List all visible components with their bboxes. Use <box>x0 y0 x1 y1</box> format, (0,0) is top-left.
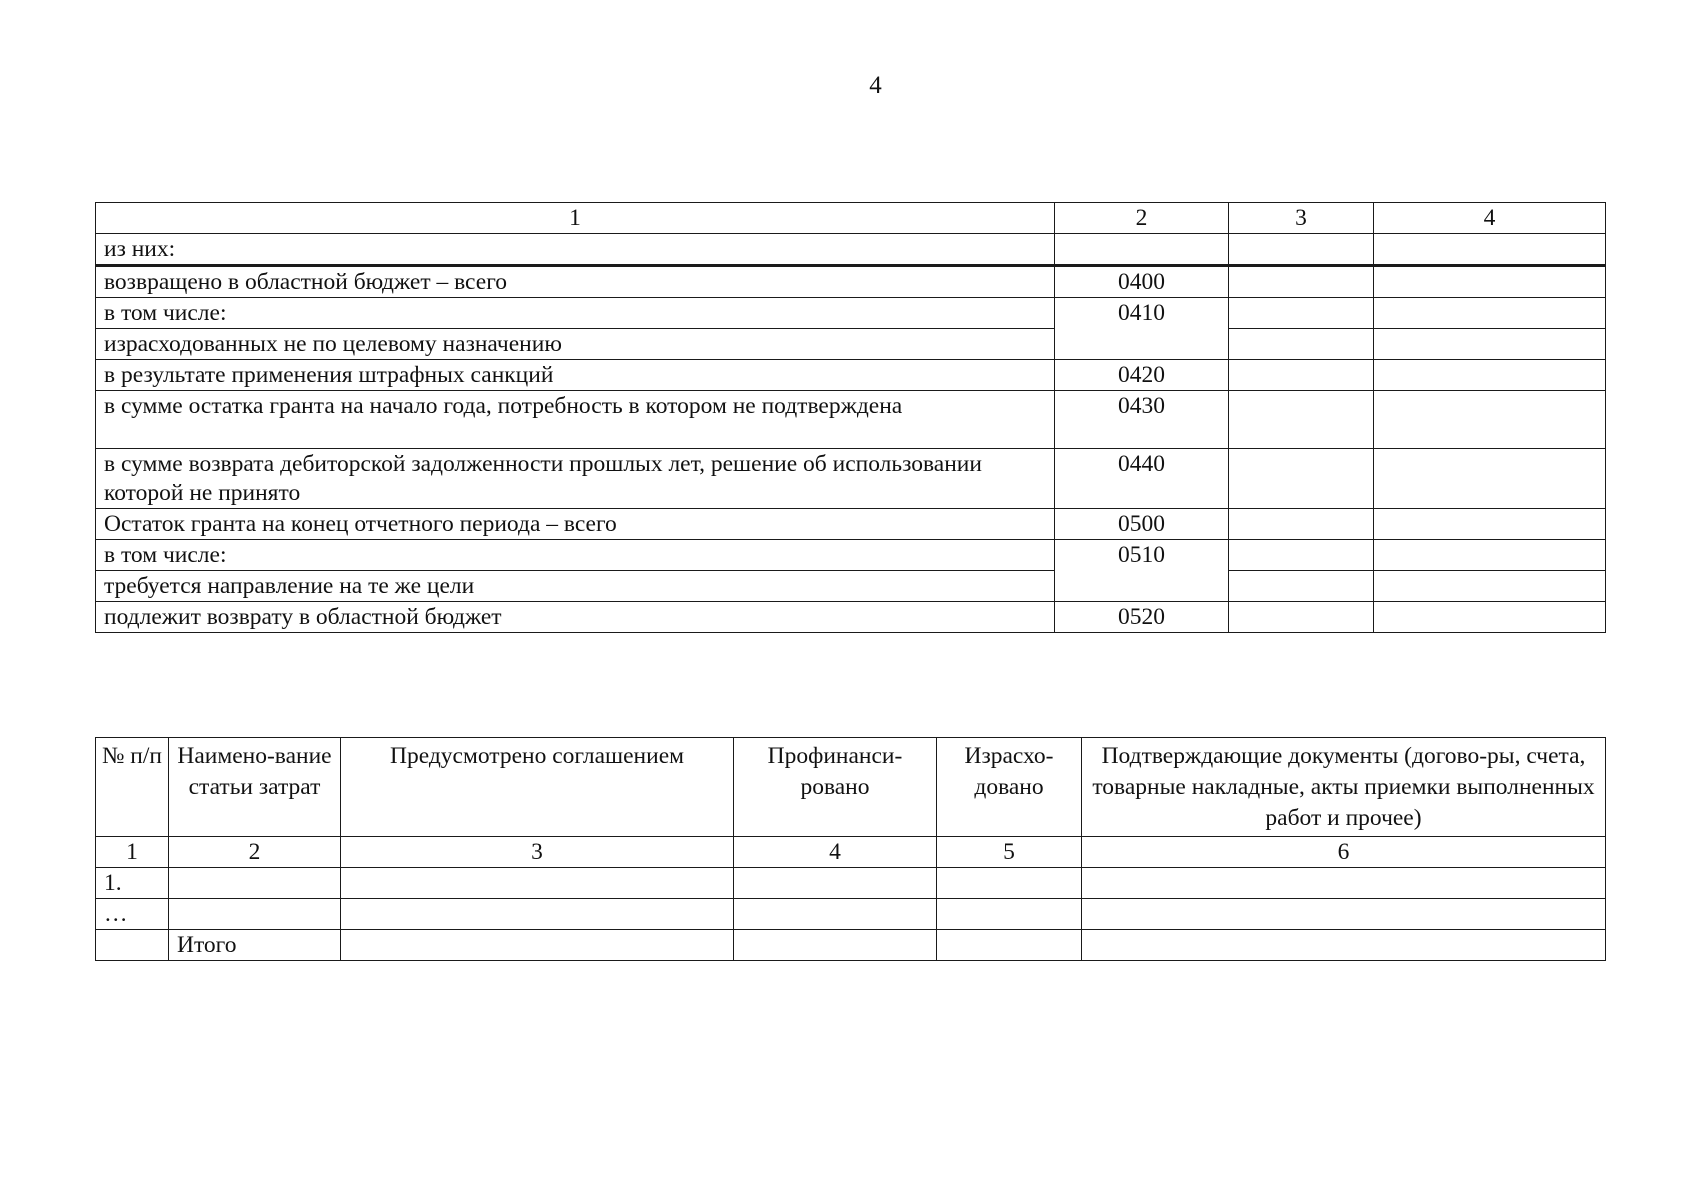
row-code: 0510 <box>1055 540 1229 602</box>
table-row <box>96 266 1606 298</box>
total-label: Итого <box>169 930 341 961</box>
row-label: из них: <box>96 234 1055 266</box>
value-cell <box>937 899 1082 930</box>
row-label: Остаток гранта на конец отчетного периода – всего <box>96 509 1055 540</box>
row-code: 0440 <box>1055 449 1229 509</box>
column-number: 3 <box>1229 203 1374 234</box>
table-row <box>96 540 1606 571</box>
row-number <box>96 930 169 961</box>
value-cell <box>1229 266 1374 298</box>
row-code: 0410 <box>1055 298 1229 360</box>
value-cell <box>1229 509 1374 540</box>
row-label: возвращено в областной бюджет – всего <box>96 266 1055 298</box>
row-number: … <box>96 899 169 930</box>
row-code <box>1055 234 1229 266</box>
row-number: 1. <box>96 868 169 899</box>
value-cell <box>1229 449 1374 509</box>
column-number: 2 <box>169 837 341 868</box>
value-cell <box>1082 868 1606 899</box>
value-cell <box>341 930 734 961</box>
row-label: требуется направление на те же цели <box>96 571 1055 602</box>
value-cell <box>1229 360 1374 391</box>
value-cell <box>1229 540 1374 571</box>
row-code: 0420 <box>1055 360 1229 391</box>
value-cell <box>1374 509 1606 540</box>
value-cell <box>1229 298 1374 329</box>
column-number: 6 <box>1082 837 1606 868</box>
value-cell <box>1229 571 1374 602</box>
table-row <box>96 602 1606 633</box>
row-name <box>169 899 341 930</box>
column-numbers-row <box>96 837 1606 868</box>
value-cell <box>1229 329 1374 360</box>
expense-documents-table <box>95 737 1606 961</box>
table-row <box>96 571 1606 602</box>
row-name <box>169 868 341 899</box>
value-cell <box>1374 360 1606 391</box>
value-cell <box>1374 449 1606 509</box>
table-row <box>96 234 1606 266</box>
column-number: 3 <box>341 837 734 868</box>
table-row <box>96 360 1606 391</box>
row-label: подлежит возврату в областной бюджет <box>96 602 1055 633</box>
value-cell <box>1374 540 1606 571</box>
row-label: израсходованных не по целевому назначению <box>96 329 1055 360</box>
column-header-number: № п/п <box>96 738 169 837</box>
column-number: 2 <box>1055 203 1229 234</box>
row-label: в сумме возврата дебиторской задолженности прошлых лет, решение об использовании которой не принято <box>96 449 1055 509</box>
value-cell <box>1082 930 1606 961</box>
value-cell <box>937 930 1082 961</box>
row-label: в том числе: <box>96 298 1055 329</box>
value-cell <box>1374 571 1606 602</box>
row-label: в результате применения штрафных санкций <box>96 360 1055 391</box>
column-number: 4 <box>734 837 937 868</box>
value-cell <box>734 930 937 961</box>
column-header-spent: Израсхо-довано <box>937 738 1082 837</box>
row-code: 0430 <box>1055 391 1229 449</box>
value-cell <box>937 868 1082 899</box>
value-cell <box>1229 234 1374 266</box>
grant-balance-table <box>95 202 1606 633</box>
value-cell <box>734 899 937 930</box>
value-cell <box>341 868 734 899</box>
table-row <box>96 449 1606 509</box>
table-row <box>96 391 1606 449</box>
row-label: в том числе: <box>96 540 1055 571</box>
table-row <box>96 298 1606 329</box>
value-cell <box>1374 298 1606 329</box>
row-code: 0520 <box>1055 602 1229 633</box>
column-header-financed: Профинанси-ровано <box>734 738 937 837</box>
column-number: 5 <box>937 837 1082 868</box>
value-cell <box>734 868 937 899</box>
value-cell <box>1374 329 1606 360</box>
column-header-item-name: Наимено-вание статьи затрат <box>169 738 341 837</box>
value-cell <box>1374 391 1606 449</box>
value-cell <box>1082 899 1606 930</box>
table-header-row <box>96 203 1606 234</box>
value-cell <box>1374 266 1606 298</box>
table-header-row <box>96 738 1606 837</box>
value-cell <box>1374 234 1606 266</box>
column-header-documents: Подтверждающие документы (догово-ры, счета, товарные накладные, акты приемки выполненных работ и прочее) <box>1082 738 1606 837</box>
row-code: 0400 <box>1055 266 1229 298</box>
table-row <box>96 329 1606 360</box>
row-label: в сумме остатка гранта на начало года, потребность в котором не подтверждена <box>96 391 1055 449</box>
table-row <box>96 509 1606 540</box>
column-number: 4 <box>1374 203 1606 234</box>
table-row-total <box>96 930 1606 961</box>
value-cell <box>1374 602 1606 633</box>
page-number: 4 <box>869 72 882 99</box>
value-cell <box>1229 391 1374 449</box>
value-cell <box>341 899 734 930</box>
table-row <box>96 868 1606 899</box>
column-number: 1 <box>96 837 169 868</box>
value-cell <box>1229 602 1374 633</box>
column-header-agreement: Предусмотрено соглашением <box>341 738 734 837</box>
row-code: 0500 <box>1055 509 1229 540</box>
column-number: 1 <box>96 203 1055 234</box>
table-row <box>96 899 1606 930</box>
